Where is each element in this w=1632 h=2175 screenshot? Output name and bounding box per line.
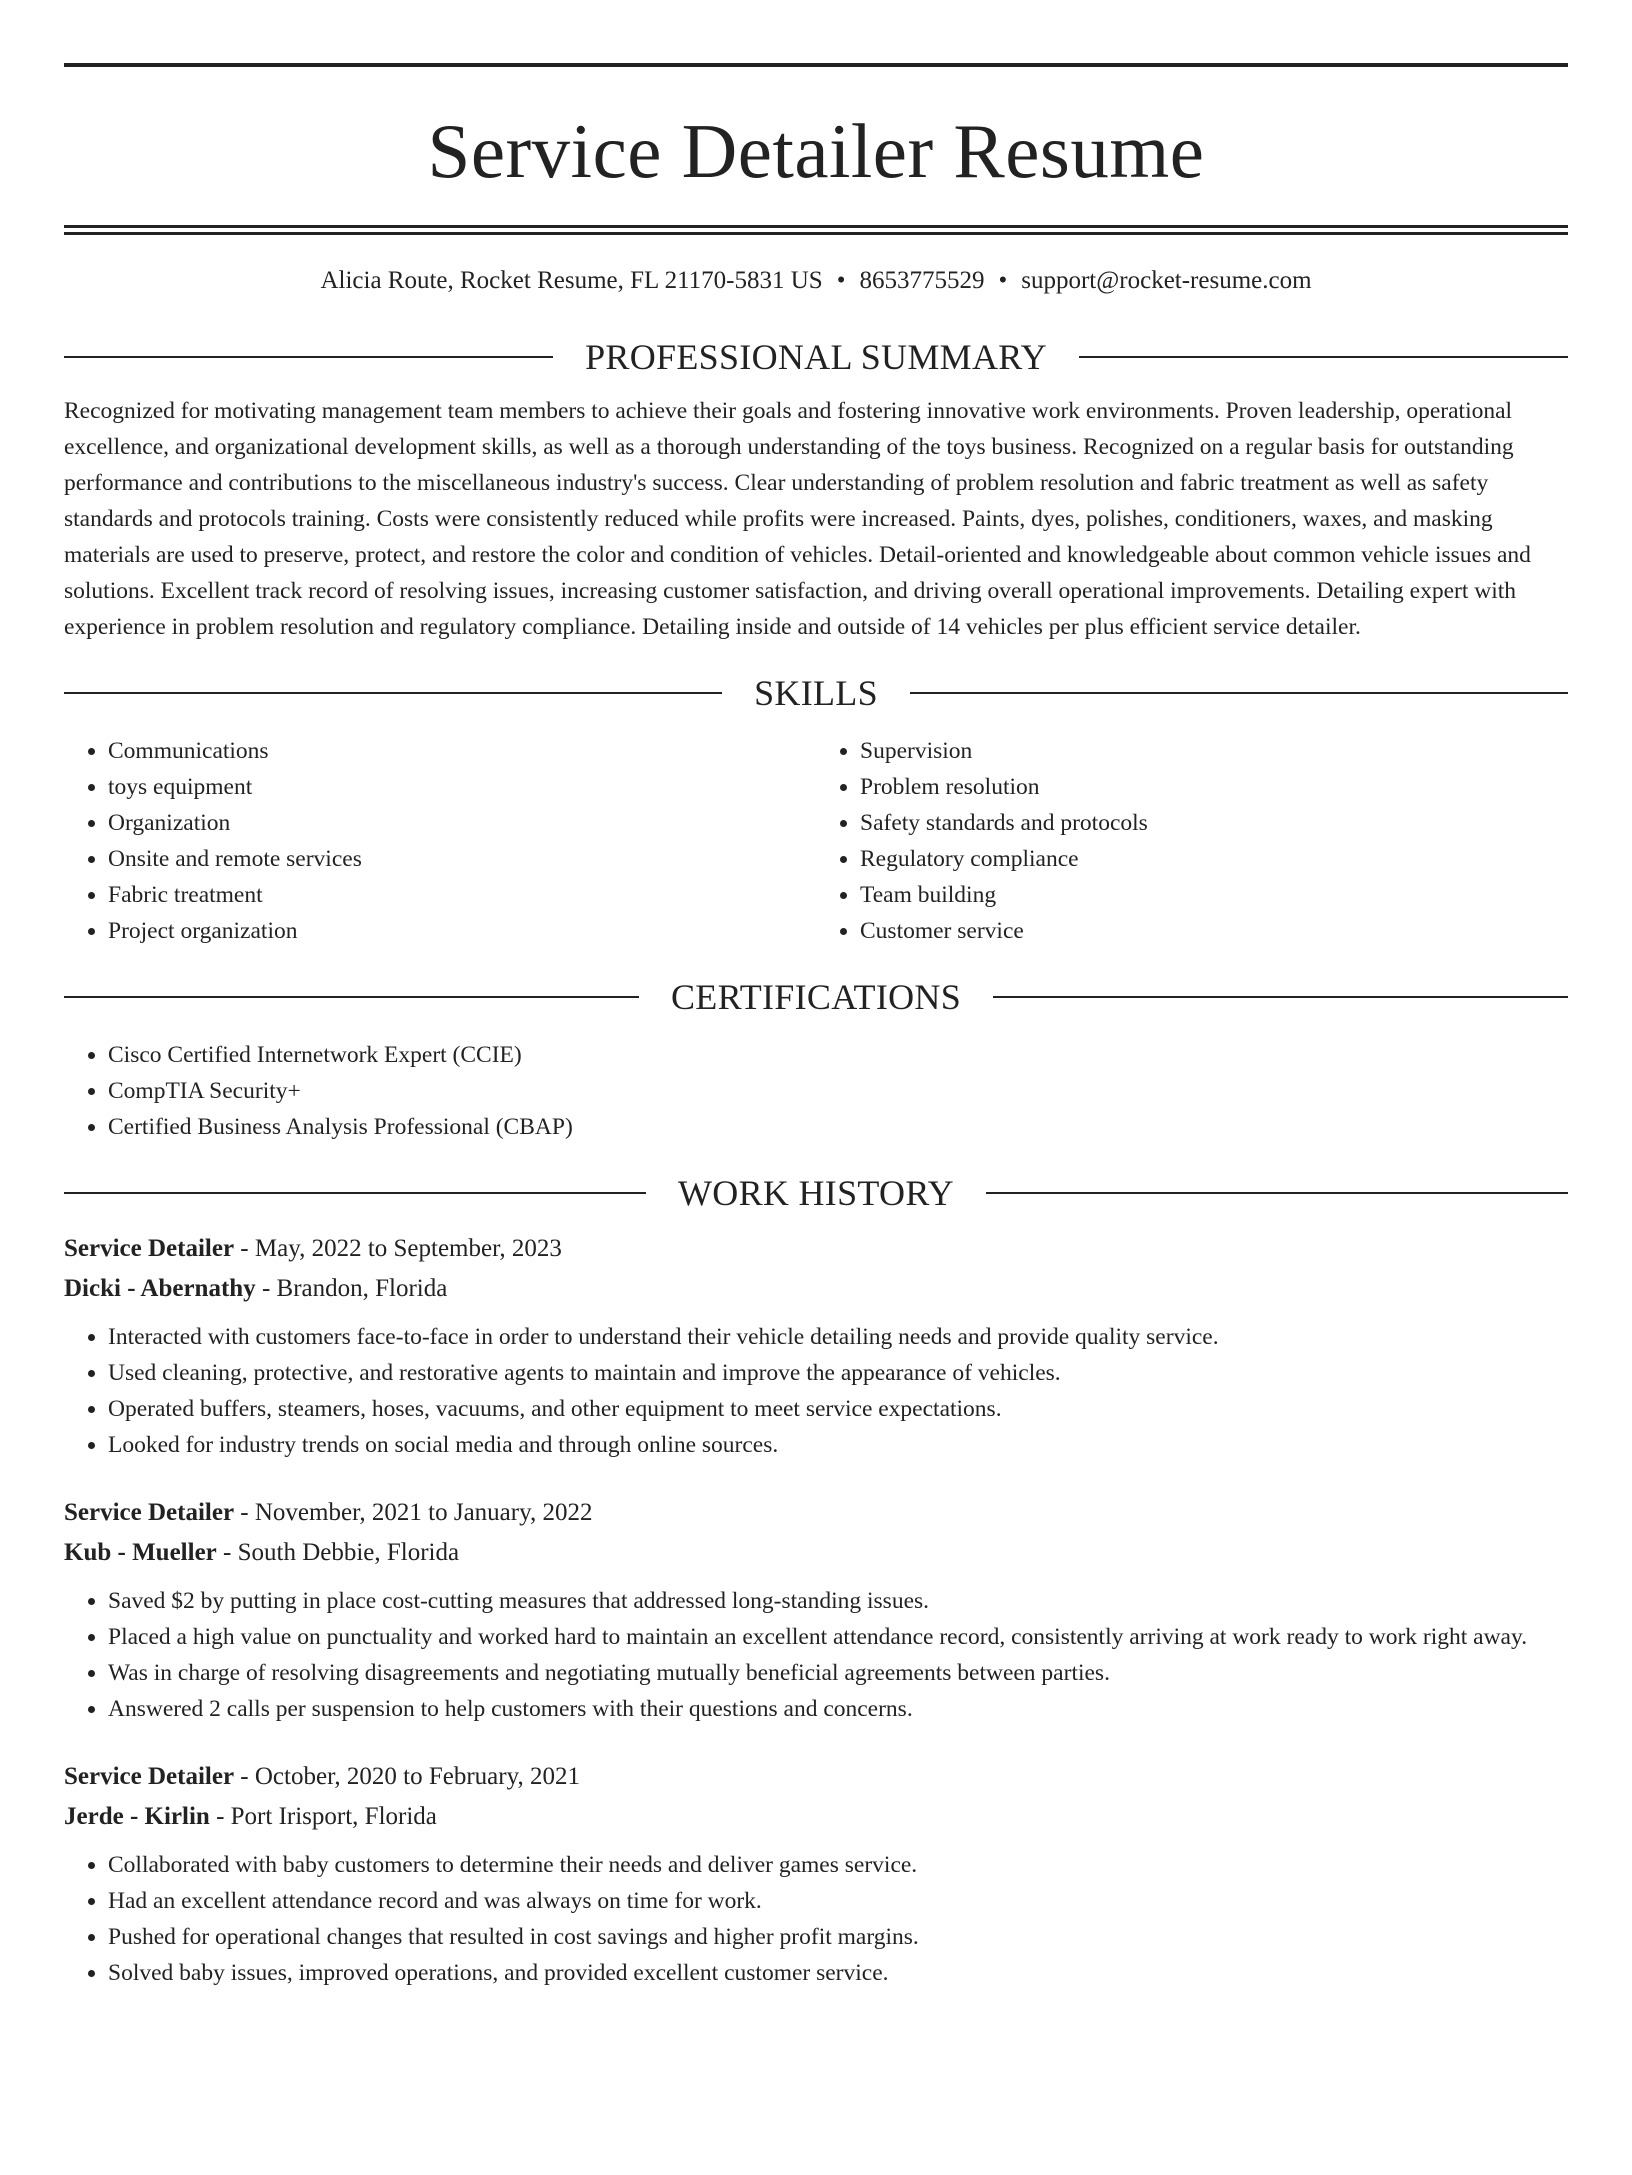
skills-column-left [64,733,816,949]
job-location: - Port Irisport, Florida [209,1803,437,1830]
resume-page [0,63,1632,2175]
skill-item: • Team building [860,877,1568,913]
professional-summary-text: Recognized for motivating management team members to achieve their goals and fostering innovative work environments. Proven leadership, operational excellence, and organizational development skills, as well as a thorough understanding of the toys business. Recognized on a regular basis for outstanding performance and contributions to the miscellaneous industry's success. Clear understanding of problem resolution and fabric treatment as well as safety standards and protocols training. Costs were consistently reduced while profits were increased. Paints, dyes, polishes, conditioners, waxes, and masking materials are used to preserve, protect, and restore the color and condition of vehicles. Detail-oriented and knowledgeable about common vehicle issues and solutions. Excellent track record of resolving issues, increasing customer satisfaction, and driving overall operational improvements. Detailing expert with experience in problem resolution and regulatory compliance. Detailing inside and outside of 14 vehicles per plus efficient service detailer. [64,398,1531,640]
contact-address: Alicia Route, Rocket Resume, FL 21170-5831 US [320,267,823,294]
work-history-section-heading [64,1171,1568,1215]
job-company-line [64,1533,1568,1573]
skills-section-heading [64,671,1568,715]
title-double-rule [64,225,1568,235]
job-entry [64,1757,1568,1991]
job-bullet: • Was in charge of resolving disagreements and negotiating mutually beneficial agreements between parties. [108,1655,1568,1691]
skill-item: • toys equipment [108,769,816,805]
job-company-line [64,1797,1568,1837]
certifications-list [64,1037,1568,1145]
job-bullets [64,1319,1568,1463]
job-bullet: • Interacted with customers face-to-face in order to understand their vehicle detailing needs and provide quality service. [108,1319,1568,1355]
job-title-line [64,1493,1568,1533]
section-title: WORK HISTORY [678,1173,954,1213]
divider-line [910,692,1568,694]
divider-line [986,1192,1568,1194]
skills-column-right [816,733,1568,949]
skill-item: • Organization [108,805,816,841]
certification-item: • Certified Business Analysis Professional (CBAP) [108,1109,1568,1145]
skill-item: • Project organization [108,913,816,949]
job-bullet: • Looked for industry trends on social media and through online sources. [108,1427,1568,1463]
job-title-line [64,1757,1568,1797]
skill-item: • Safety standards and protocols [860,805,1568,841]
divider-line [1079,356,1568,358]
divider-line [64,356,553,358]
job-company: Jerde - Kirlin [64,1803,210,1830]
skill-item: • Problem resolution [860,769,1568,805]
job-bullets [64,1847,1568,1991]
skill-item: • Regulatory compliance [860,841,1568,877]
contact-email: support@rocket-resume.com [1021,267,1312,294]
skill-item: • Supervision [860,733,1568,769]
top-rule [64,63,1568,67]
skill-item: • Communications [108,733,816,769]
job-bullet: • Answered 2 calls per suspension to help customers with their questions and concerns. [108,1691,1568,1727]
job-title: Service Detailer [64,1763,235,1790]
job-company-line [64,1269,1568,1309]
job-bullet: • Saved $2 by putting in place cost-cutting measures that addressed long-standing issues. [108,1583,1568,1619]
certification-item: • CompTIA Security+ [108,1073,1568,1109]
skill-item: • Onsite and remote services [108,841,816,877]
section-title: PROFESSIONAL SUMMARY [585,337,1047,377]
skill-item: • Fabric treatment [108,877,816,913]
job-title: Service Detailer [64,1499,235,1526]
job-title: Service Detailer [64,1235,235,1262]
job-location: - Brandon, Florida [255,1275,448,1302]
contact-separator: • [998,267,1008,294]
job-bullet: • Used cleaning, protective, and restorative agents to maintain and improve the appearance of vehicles. [108,1355,1568,1391]
job-bullet: • Operated buffers, steamers, hoses, vacuums, and other equipment to meet service expectations. [108,1391,1568,1427]
divider-line [64,692,722,694]
skills-list [64,733,1568,949]
job-dates: - October, 2020 to February, 2021 [234,1763,580,1790]
contact-phone: 8653775529 [859,267,985,294]
job-bullet: • Placed a high value on punctuality and worked hard to maintain an excellent attendance record, consistently arriving at work ready to work right away. [108,1619,1568,1655]
contact-separator: • [836,267,846,294]
job-dates: - November, 2021 to January, 2022 [234,1499,593,1526]
job-entry [64,1229,1568,1463]
divider-line [64,1192,646,1194]
job-dates: - May, 2022 to September, 2023 [234,1235,562,1262]
job-company: Dicki - Abernathy [64,1275,256,1302]
summary-section-heading [64,335,1568,379]
divider-line [993,996,1568,998]
job-bullet: • Solved baby issues, improved operations, and provided excellent customer service. [108,1955,1568,1991]
job-bullet: • Collaborated with baby customers to determine their needs and deliver games service. [108,1847,1568,1883]
job-bullet: • Had an excellent attendance record and was always on time for work. [108,1883,1568,1919]
job-location: - South Debbie, Florida [216,1539,460,1566]
job-entry [64,1493,1568,1727]
resume-title: Service Detailer Resume [427,108,1205,194]
job-company: Kub - Mueller [64,1539,217,1566]
contact-line [64,265,1568,297]
section-title: SKILLS [754,673,878,713]
job-title-line [64,1229,1568,1269]
job-bullet: • Pushed for operational changes that resulted in cost savings and higher profit margins. [108,1919,1568,1955]
certification-item: • Cisco Certified Internetwork Expert (CCIE) [108,1037,1568,1073]
certifications-section-heading [64,975,1568,1019]
divider-line [64,996,639,998]
skill-item: • Customer service [860,913,1568,949]
section-title: CERTIFICATIONS [670,977,962,1017]
job-bullets [64,1583,1568,1727]
